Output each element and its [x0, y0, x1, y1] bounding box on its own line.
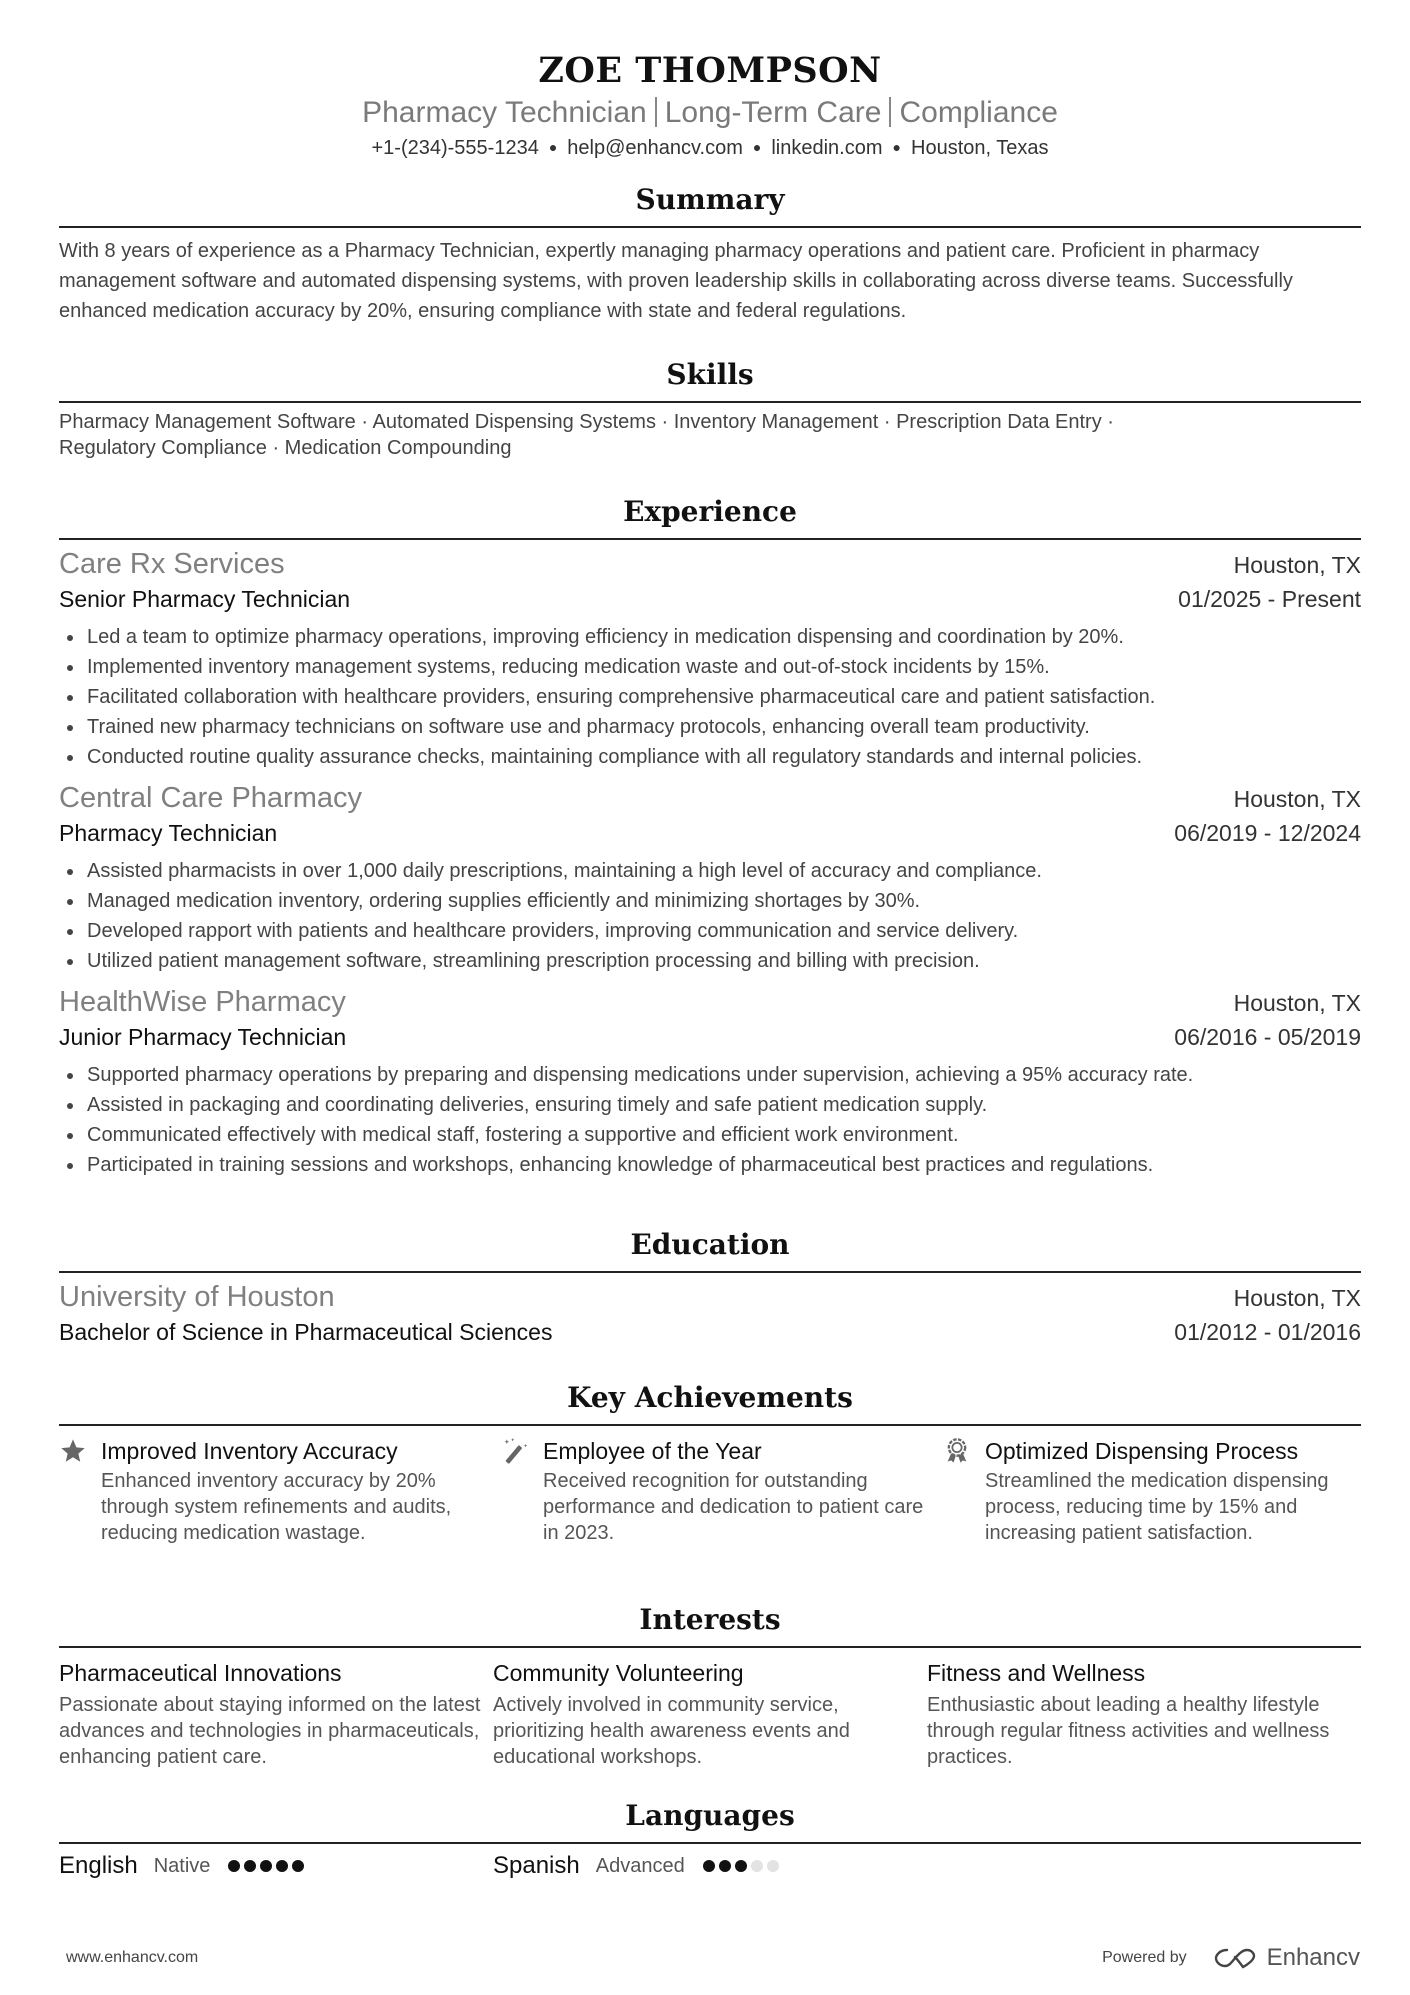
enhancv-logo-icon: [1213, 1946, 1259, 1970]
section-title-summary: Summary: [635, 183, 785, 216]
interest-item: [493, 1656, 927, 1770]
job-bullet: Trained new pharmacy technicians on software use and pharmacy protocols, enhancing overall team productivity.: [59, 712, 1361, 742]
skill-item: Prescription Data Entry: [896, 411, 1102, 433]
contact-email[interactable]: help@enhancv.com: [567, 137, 743, 159]
degree: Bachelor of Science in Pharmaceutical Sciences: [59, 1319, 553, 1345]
proficiency-dots: [703, 1860, 783, 1872]
bullet-separator: ●: [752, 139, 762, 155]
star-icon: [59, 1434, 101, 1546]
achievement-item: [501, 1434, 943, 1546]
headline-divider: [889, 97, 891, 127]
skill-item: Regulatory Compliance: [59, 437, 267, 459]
interest-item: [59, 1656, 493, 1770]
skills-section: [59, 357, 1361, 461]
section-divider: [59, 226, 1361, 228]
powered-by-label: Powered by: [1102, 1949, 1187, 1966]
section-divider: [59, 1271, 1361, 1273]
achievement-description: Enhanced inventory accuracy by 20% through system refinements and audits, reducing medication wastage.: [101, 1470, 452, 1544]
achievement-title: Employee of the Year: [543, 1438, 762, 1464]
interest-description: Passionate about staying informed on the latest advances and technologies in pharmaceuticals, enhancing patient care.: [59, 1694, 481, 1768]
job-dates: 06/2016 - 05/2019: [1174, 1024, 1361, 1050]
job-bullets: [59, 622, 1361, 772]
achievement-description: Streamlined the medication dispensing process, reducing time by 15% and increasing patient satisfaction.: [985, 1470, 1329, 1544]
job-bullet: Assisted in packaging and coordinating deliveries, ensuring timely and safe patient medication supply.: [59, 1090, 1361, 1120]
job-dates: 01/2025 - Present: [1178, 586, 1361, 612]
company-name: HealthWise Pharmacy: [59, 986, 346, 1018]
headline: [59, 94, 1361, 132]
language-name: English: [59, 1852, 138, 1879]
powered-by: [1102, 1944, 1360, 1972]
section-divider: [59, 1424, 1361, 1426]
school-location: Houston, TX: [1233, 1285, 1361, 1311]
skills-list: Pharmacy Management Software · Automated Dispensing Systems · Inventory Management · Prescription Data Entry · Regulatory Compliance · Medication Compounding: [59, 411, 1114, 459]
interests-section: [59, 1602, 1361, 1770]
dot-empty: [751, 1860, 763, 1872]
interests-grid: [59, 1656, 1361, 1770]
experience-entry: [59, 546, 1361, 772]
job-location: Houston, TX: [1233, 552, 1361, 578]
headline-divider: [655, 97, 657, 127]
dot-filled: [292, 1860, 304, 1872]
achievement-item: [59, 1434, 501, 1546]
contact-phone[interactable]: +1-(234)-555-1234: [371, 137, 539, 159]
skill-item: Medication Compounding: [284, 437, 512, 459]
languages-section: [59, 1798, 1361, 1880]
job-title: Senior Pharmacy Technician: [59, 586, 351, 612]
interest-description: Enthusiastic about leading a healthy lifestyle through regular fitness activities and wellness practices.: [927, 1694, 1330, 1768]
contact-line: [59, 134, 1361, 161]
dot-filled: [719, 1860, 731, 1872]
achievement-title: Optimized Dispensing Process: [985, 1438, 1299, 1464]
job-location: Houston, TX: [1233, 786, 1361, 812]
enhancv-logo[interactable]: [1213, 1944, 1360, 1972]
language-item: [59, 1852, 493, 1880]
summary-text: With 8 years of experience as a Pharmacy Technician, expertly managing pharmacy operations and patient care. Proficient in pharmacy management software and automated dispensing systems, with proven leadership skills in collaborating across diverse teams. Successfully enhanced medication accuracy by 20%, ensuring compliance with state and federal regulations.: [59, 240, 1293, 322]
dot-filled: [260, 1860, 272, 1872]
experience-entry: [59, 984, 1361, 1180]
section-title-languages: Languages: [625, 1799, 795, 1832]
job-bullet: Led a team to optimize pharmacy operations, improving efficiency in medication dispensing and coordination by 20%.: [59, 622, 1361, 652]
contact-linkedin[interactable]: linkedin.com: [771, 137, 883, 159]
dot-empty: [767, 1860, 779, 1872]
language-level: Native: [153, 1854, 211, 1877]
dot-filled: [276, 1860, 288, 1872]
achievement-title: Improved Inventory Accuracy: [101, 1438, 398, 1464]
proficiency-dots: [228, 1860, 308, 1872]
job-bullets: [59, 1060, 1361, 1180]
candidate-name: ZOE THOMPSON: [538, 50, 882, 91]
section-title-skills: Skills: [666, 358, 754, 391]
education-section: [59, 1227, 1361, 1349]
interest-title: Pharmaceutical Innovations: [59, 1660, 342, 1686]
bullet-separator: ●: [892, 139, 901, 155]
section-divider: [59, 1842, 1361, 1844]
job-bullet: Facilitated collaboration with healthcare providers, ensuring comprehensive pharmaceutical care and patient satisfaction.: [59, 682, 1361, 712]
brand-name: Enhancv: [1266, 1944, 1360, 1971]
section-divider: [59, 1646, 1361, 1648]
skill-item: Automated Dispensing Systems: [372, 411, 656, 433]
job-bullet: Assisted pharmacists in over 1,000 daily prescriptions, maintaining a high level of accuracy and compliance.: [59, 856, 1361, 886]
experience-section: [59, 494, 1361, 1180]
school-name: University of Houston: [59, 1281, 335, 1313]
dot-filled: [735, 1860, 747, 1872]
language-level: Advanced: [595, 1854, 685, 1877]
job-bullet: Developed rapport with patients and healthcare providers, improving communication and service delivery.: [59, 916, 1361, 946]
languages-grid: [59, 1852, 1361, 1880]
company-name: Care Rx Services: [59, 548, 285, 580]
achievement-item: [943, 1434, 1385, 1546]
headline-item: Long-Term Care: [664, 96, 882, 129]
language-item: [493, 1852, 927, 1880]
footer-url[interactable]: www.enhancv.com: [66, 1949, 199, 1966]
contact-location: Houston, Texas: [911, 137, 1049, 159]
award-ribbon-icon: [943, 1434, 985, 1546]
resume-header: [59, 0, 1361, 161]
achievements-section: [59, 1380, 1361, 1546]
job-bullet: Supported pharmacy operations by preparing and dispensing medications under supervision, achieving a 95% accuracy rate.: [59, 1060, 1361, 1090]
job-title: Pharmacy Technician: [59, 820, 278, 846]
summary-section: [59, 182, 1361, 326]
headline-item: Pharmacy Technician: [362, 96, 647, 129]
education-dates: 01/2012 - 01/2016: [1174, 1319, 1361, 1345]
job-bullet: Conducted routine quality assurance checks, maintaining compliance with all regulatory standards and internal policies.: [59, 742, 1361, 772]
job-bullet: Managed medication inventory, ordering supplies efficiently and minimizing shortages by 30%.: [59, 886, 1361, 916]
job-bullet: Utilized patient management software, streamlining prescription processing and billing with precision.: [59, 946, 1361, 976]
job-dates: 06/2019 - 12/2024: [1174, 820, 1361, 846]
company-name: Central Care Pharmacy: [59, 782, 362, 814]
dot-filled: [228, 1860, 240, 1872]
resume-page: [59, 0, 1361, 1879]
language-name: Spanish: [493, 1852, 580, 1879]
page-footer: [66, 1944, 1360, 1972]
section-title-education: Education: [630, 1228, 790, 1261]
magic-wand-icon: [501, 1434, 543, 1546]
job-bullet: Implemented inventory management systems, reducing medication waste and out-of-stock incidents by 15%.: [59, 652, 1361, 682]
section-divider: [59, 538, 1361, 540]
section-title-experience: Experience: [623, 495, 797, 528]
job-bullet: Participated in training sessions and workshops, enhancing knowledge of pharmaceutical best practices and regulations.: [59, 1150, 1361, 1180]
interest-description: Actively involved in community service, prioritizing health awareness events and educational workshops.: [493, 1694, 850, 1768]
interest-title: Community Volunteering: [493, 1660, 744, 1686]
job-bullets: [59, 856, 1361, 976]
dot-filled: [244, 1860, 256, 1872]
skill-item: Inventory Management: [673, 411, 879, 433]
skill-item: Pharmacy Management Software: [59, 411, 356, 433]
experience-entry: [59, 780, 1361, 976]
education-entry: [59, 1279, 1361, 1349]
section-divider: [59, 401, 1361, 403]
job-location: Houston, TX: [1233, 990, 1361, 1016]
interest-item: [927, 1656, 1361, 1770]
interest-title: Fitness and Wellness: [927, 1660, 1146, 1686]
section-title-interests: Interests: [639, 1603, 781, 1636]
achievements-grid: [59, 1434, 1361, 1546]
headline-item: Compliance: [899, 96, 1058, 129]
job-bullet: Communicated effectively with medical staff, fostering a supportive and efficient work environment.: [59, 1120, 1361, 1150]
section-title-achievements: Key Achievements: [567, 1381, 853, 1414]
bullet-separator: ●: [548, 139, 558, 155]
job-title: Junior Pharmacy Technician: [59, 1024, 347, 1050]
dot-filled: [703, 1860, 715, 1872]
achievement-description: Received recognition for outstanding performance and dedication to patient care in 2023.: [543, 1470, 924, 1544]
